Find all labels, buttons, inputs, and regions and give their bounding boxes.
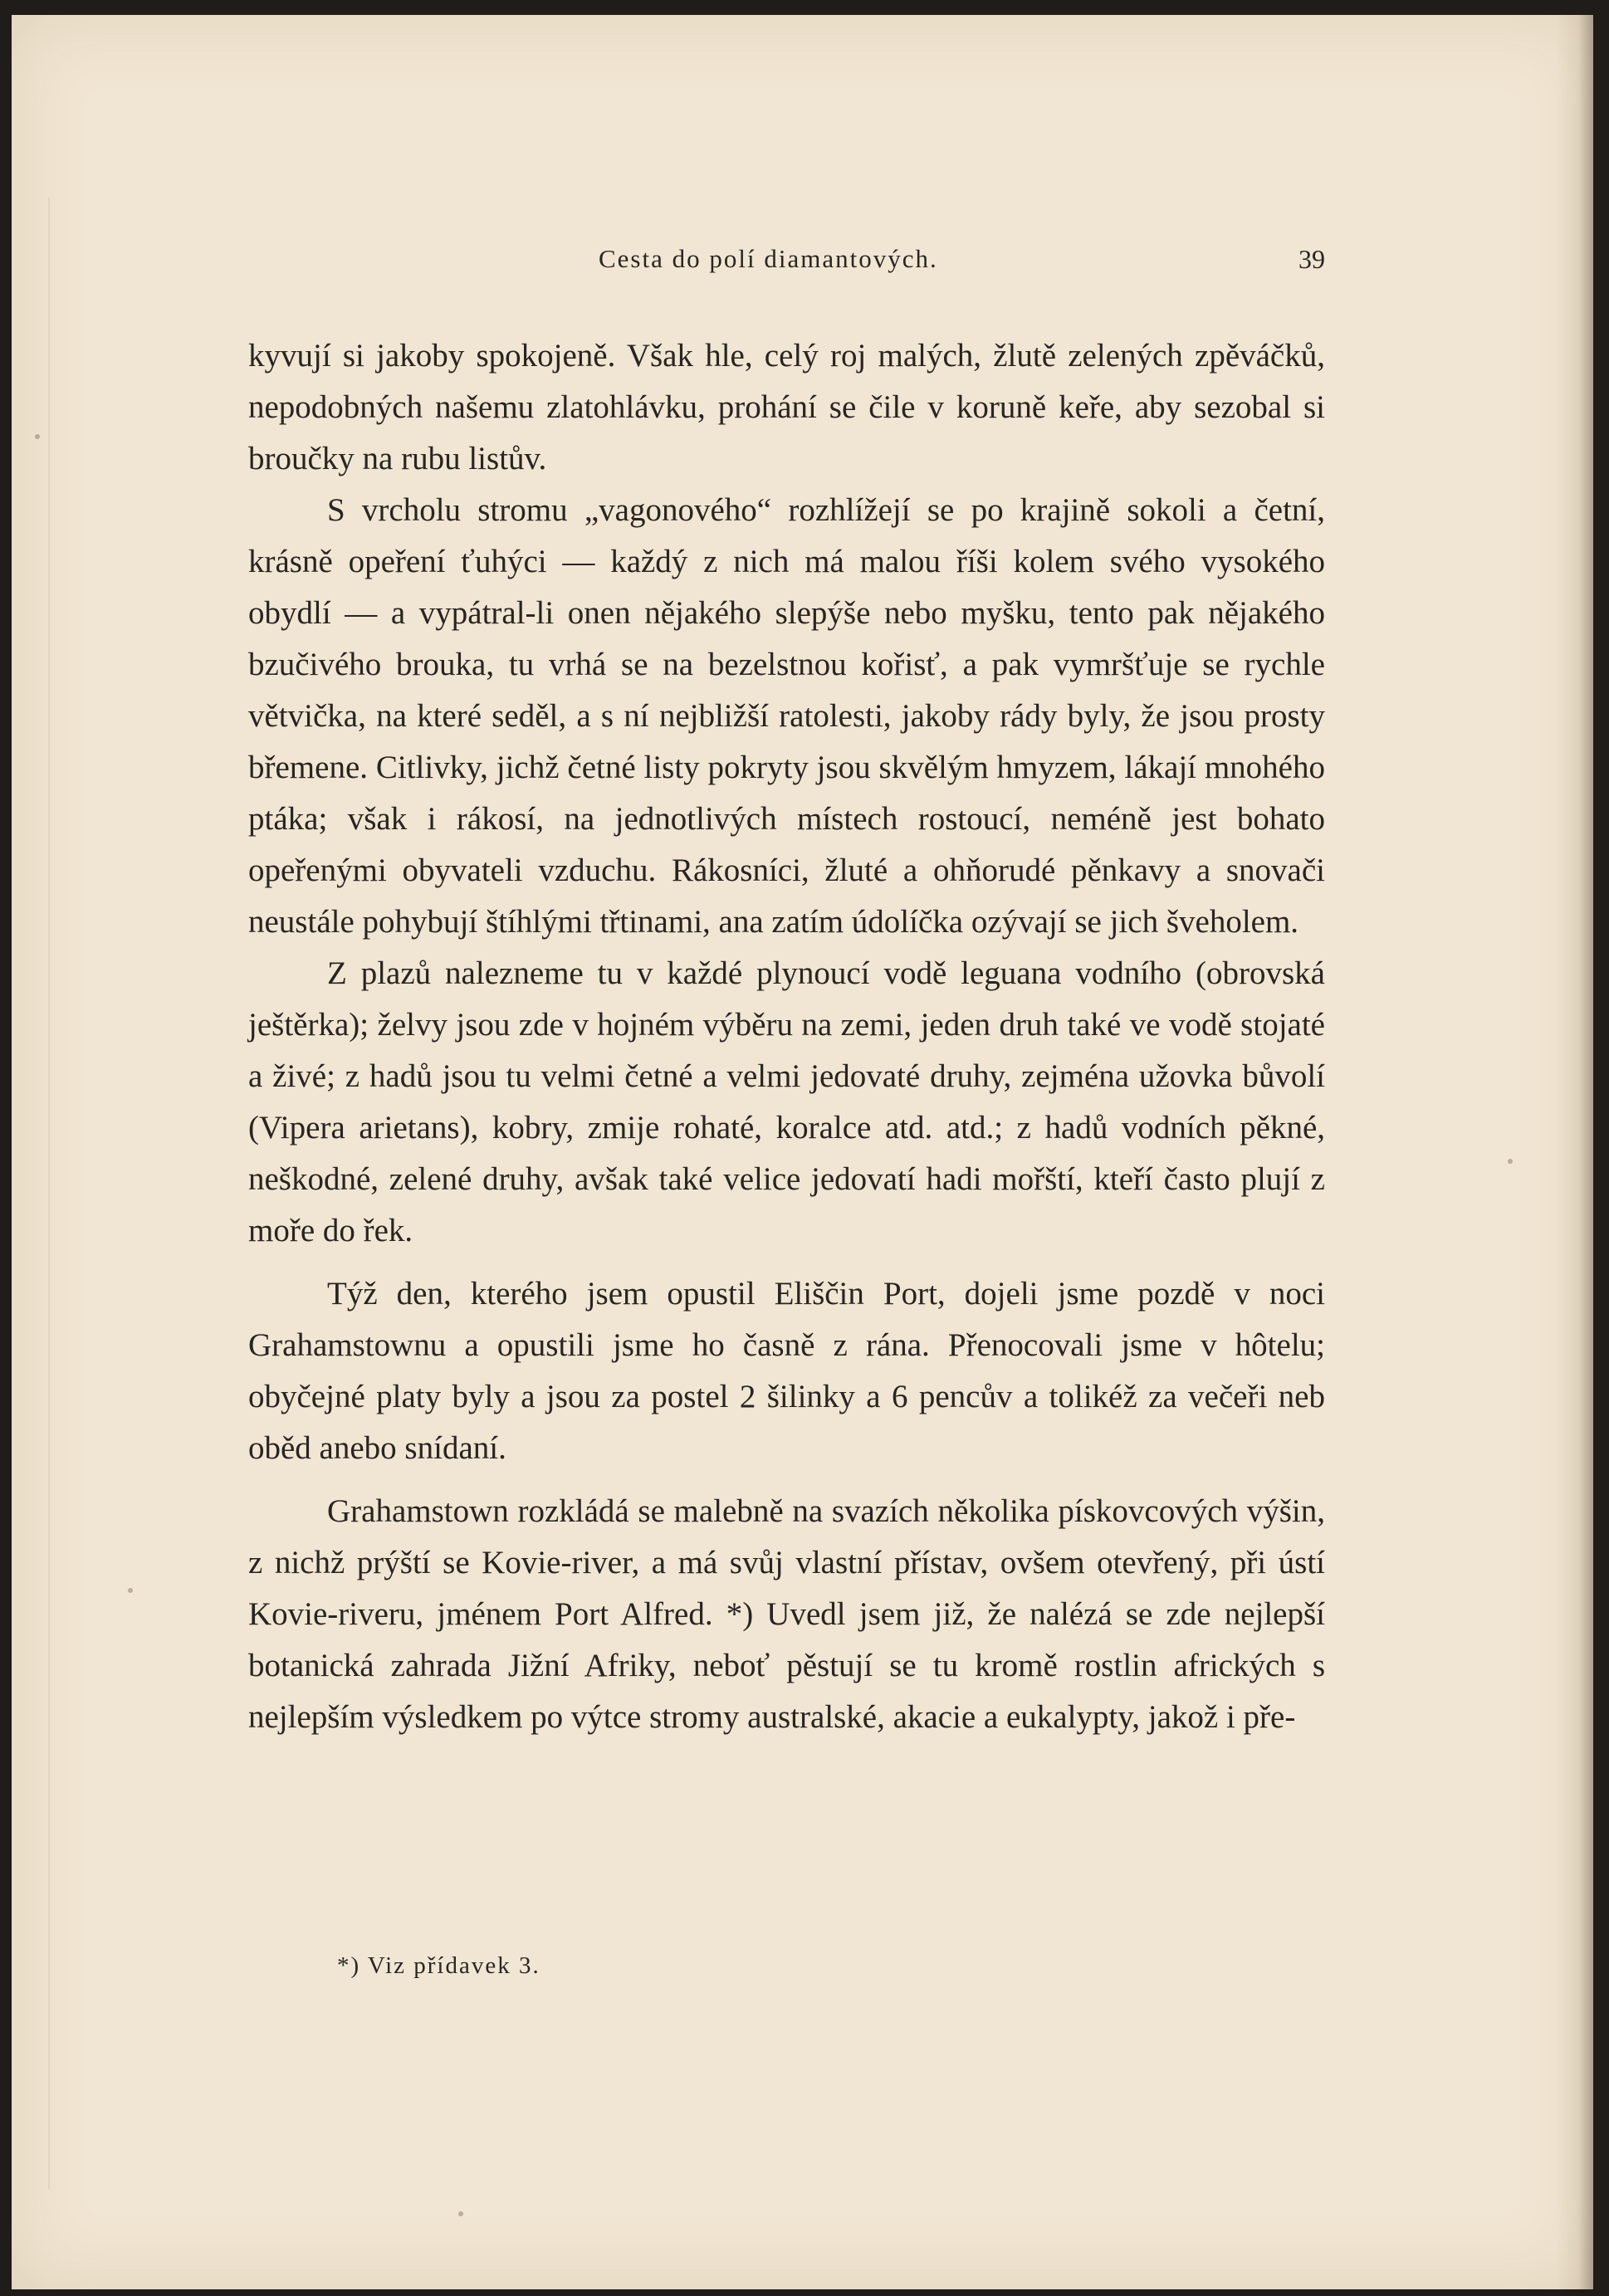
paper-speck [35, 434, 40, 439]
footnote: *) Viz přídavek 3. [337, 1952, 540, 1979]
running-title: Cesta do polí diamantových. [599, 244, 938, 273]
paragraph: Grahamstown rozkládá se malebně na svazích několika pískovcových výšin, z nichž prýští se Kovie-river, a má svůj vlastní přístav, ovšem otevřený, při ústí Kovie-riveru, jménem Port Alfred. *) Uvedl jsem již, že nalézá se zde nejlepší botanická zahrada Jižní Afriky, neboť pěstují se tu kromě rostlin afrických s nejlepším výsledkem po výtce stromy australské, akacie a eukalypty, jakož i pře- [248, 1493, 1325, 1735]
paper-speck [128, 1588, 133, 1593]
running-header [248, 244, 1325, 286]
body-text [248, 330, 1325, 1743]
book-page [12, 15, 1593, 2289]
page-number: 39 [1298, 244, 1325, 274]
paragraph: Týž den, kterého jsem opustil Eliščin Port, dojeli jsme pozdě v noci Grahamstownu a opustili jsme ho časně z rána. Přenocovali jsme v hôtelu; obyčejné platy byly a jsou za postel 2 šilinky a 6 pencův a tolikéž za večeři neb oběd anebo snídaní. [248, 1276, 1325, 1466]
paragraph: S vrcholu stromu „vagonového“ rozhlížejí se po krajině sokoli a četní, krásně opeření ťuhýci — každý z nich má malou říši kolem svého vysokého obydlí — a vypátral-li onen nějakého slepýše nebo myšku, tento pak nějakého bzučivého brouka, tu vrhá se na bezelstnou kořisť, a pak vymršťuje se rychle větvička, na které seděl, a s ní nejbližší ratolesti, jakoby rády byly, že jsou prosty břemene. Citlivky, jichž četné listy pokryty jsou skvělým hmyzem, lákají mnohého ptáka; však i rákosí, na jednotlivých místech rostoucí, neméně jest bohato opeřenými obyvateli vzduchu. Rákosníci, žluté a ohňorudé pěnkavy a snovači neustále pohybují štíhlými třtinami, ana zatím údolíčka ozývají se jich šveholem. [248, 492, 1325, 940]
paper-speck [458, 2211, 463, 2216]
paragraph: kyvují si jakoby spokojeně. Však hle, celý roj malých, žlutě zelených zpěváčků, nepodobných našemu zlatohlávku, prohání se čile v koruně keře, aby sezobal si broučky na rubu listův. [248, 338, 1325, 476]
page-gutter-line [48, 198, 50, 2190]
page-edge-shadow [1557, 15, 1593, 2289]
paper-speck [1508, 1159, 1513, 1164]
paragraph: Z plazů nalezneme tu v každé plynoucí vodě leguana vodního (obrovská ještěrka); želvy jsou zde v hojném výběru na zemi, jeden druh také ve vodě stojaté a živé; z hadů jsou tu velmi četné a velmi jedovaté druhy, zejména užovka bůvolí (Vipera arietans), kobry, zmije rohaté, koralce atd. atd.; z hadů vodních pěkné, neškodné, zelené druhy, avšak také velice jedovatí hadi mořští, kteří často plují z moře do řek. [248, 955, 1325, 1248]
